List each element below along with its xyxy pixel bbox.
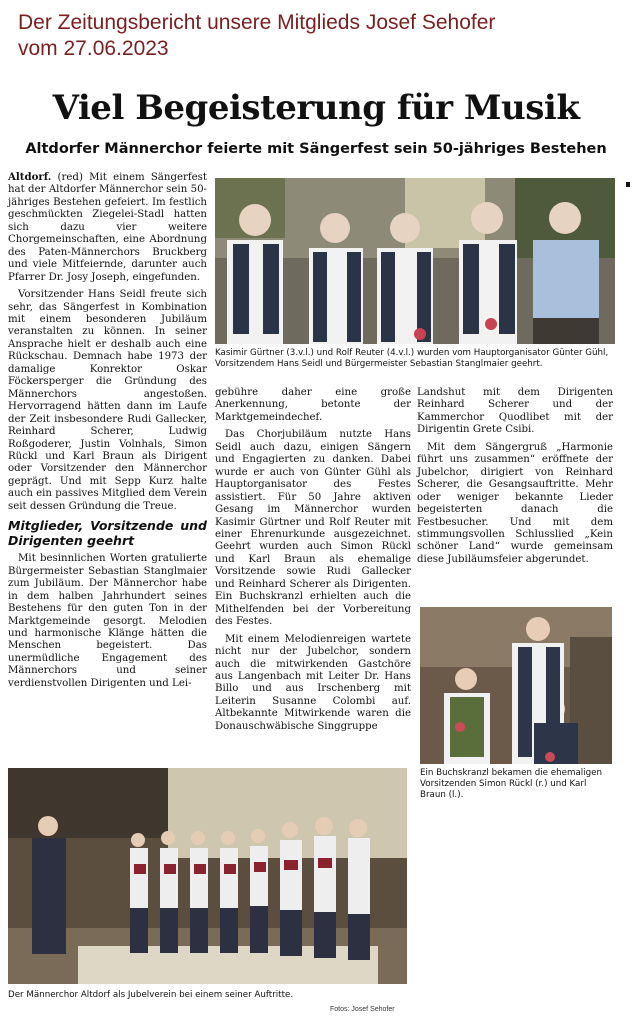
- page-header: [18, 10, 618, 62]
- dateline: Altdorf.: [8, 171, 52, 183]
- top-photo-caption: Kasimir Gürtner (3.v.l.) und Rolf Reuter (4.v.l.) wurden vom Hauptorganisator Günter Gühl, Vorsitzendem Hans Seidl und Bürgermeister Sebastian Stanglmaier geehrt.: [215, 348, 609, 369]
- column-1: [8, 171, 207, 690]
- right-photo-caption: Ein Buchskranzl bekamen die ehemaligen Vorsitzenden Simon Rückl (r.) und Karl Braun (l.).: [420, 768, 602, 800]
- column-3: [417, 387, 613, 566]
- paragraph: Landshut mit dem Dirigenten Reinhard Scherer und der Kammerchor Quodlibet mit der Dirigentin Grete Csibi.: [417, 387, 613, 436]
- paragraph: Mit einem Melodienreigen wartete nicht nur der Jubelchor, sondern auch die mitwirkenden Gastchöre aus Langenbach mit Leiter Dr. Hans Billo und aus Irschenberg mit Leiterin Susanne Colombi auf. Altbekannte Mitwirkende waren die Donauschwäbische Singgruppe: [215, 633, 411, 732]
- bottom-photo-caption: Der Männerchor Altdorf als Jubelverein bei einem seiner Auftritte.: [8, 990, 294, 1000]
- column-2: [215, 387, 411, 733]
- paragraph: gebühre daher eine große Anerkennung, betonte der Marktgemeindechef.: [215, 387, 411, 423]
- paragraph: Mit besinnlichen Worten gratulierte Bürgermeister Sebastian Stanglmaier zum Jubiläum. Der Männerchor habe in dem halben Jahrhundert seines Bestehens für den guten Ton in der Marktgemeinde gesorgt. Melodien und harmonische Klänge hätten die Menschen begeistert. Das unermüdliche Engagement des Männerchors und seiner verdienstvollen Dirigenten und Lei-: [8, 553, 207, 689]
- header-line-2: vom 27.06.2023: [18, 37, 169, 60]
- paragraph: Das Chorjubiläum nutzte Hans Seidl auch dazu, einigen Sängern und Engagierten zu danken. Dabei wurde er auch von Günter Gühl als Hauptorganisator des Festes assistiert. Für 50 Jahre aktiven Gesang im Männerchor wurden Kasimir Gürtner und Rolf Reuter mit einer Ehrenurkunde ausgezeichnet. Geehrt wurden auch Simon Rückl und Karl Braun als ehemalige Vorsitzende sowie Rudi Gallecker und Reinhard Scherer als Dirigenten. Ein Buchskranzl erhielten auch die Mithelfenden bei der Vorbereitung des Festes.: [215, 429, 411, 628]
- column-marker: [626, 182, 630, 187]
- paragraph: Mit dem Sängergruß „Harmonie führt uns zusammen“ eröffnete der Jubelchor, dirigiert von Reinhard Scherer, die Gesangsauftritte. Mehr oder weniger bekannte Lieder begeisterten danach die Festbesucher. Und mit dem stimmungsvollen Schlusslied „Kein schöner Land“ wurde gemeinsam diese Jubiläumsfeier abgerundet.: [417, 441, 613, 565]
- photo-credit: Fotos: Josef Sehofer: [330, 1006, 395, 1013]
- article-subheadline: Altdorfer Männerchor feierte mit Sängerfest sein 50-jähriges Bestehen: [25, 141, 607, 157]
- paragraph: Vorsitzender Hans Seidl freute sich sehr, das Sängerfest in Kombination mit einem besonderen Jubiläum veranstalten zu können. In seiner Ansprache hielt er deshalb auch eine Rückschau. Demnach habe 1973 der damalige Konrektor Oskar Föckersperger die Gründung des Männerchors angestoßen. Hervorragend hätten dann im Laufe der Zeit insbesondere Rudi Gallecker, Reinhard Scherer, Ludwig Roßgoderer, Justin Volnhals, Simon Rückl und Karl Braun als Dirigent oder Vorsitzender den Männerchor geprägt. Und mit Sepp Kurz halte auch ein passives Mitglied dem Verein seit dessen Gründung die Treue.: [8, 289, 208, 512]
- paragraph-text: (red) Mit einem Sängerfest hat der Altdorfer Männerchor sein 50-jähriges Bestehen gefeiert. Im festlich geschmückten Ziegelei-Stadl hatten sich dazu vier weitere Chorgemeinschaften, eine Abordnung des Paten-Männerchors Bruckberg und viele Mitfeiernde, darunter auch Pfarrer Dr. Josy Joseph, eingefunden.: [8, 172, 207, 283]
- section-subhead: Mitglieder, Vorsitzende und Dirigenten geehrt: [8, 518, 207, 549]
- choir-performance-photo: [8, 768, 407, 984]
- article-headline: Viel Begeisterung für Musik: [52, 88, 580, 128]
- paragraph: [8, 171, 207, 284]
- buchskranzl-photo: [420, 607, 612, 764]
- honorees-photo: [215, 178, 615, 344]
- header-line-1: Der Zeitungsbericht unsere Mitglieds Josef Sehofer: [18, 11, 496, 34]
